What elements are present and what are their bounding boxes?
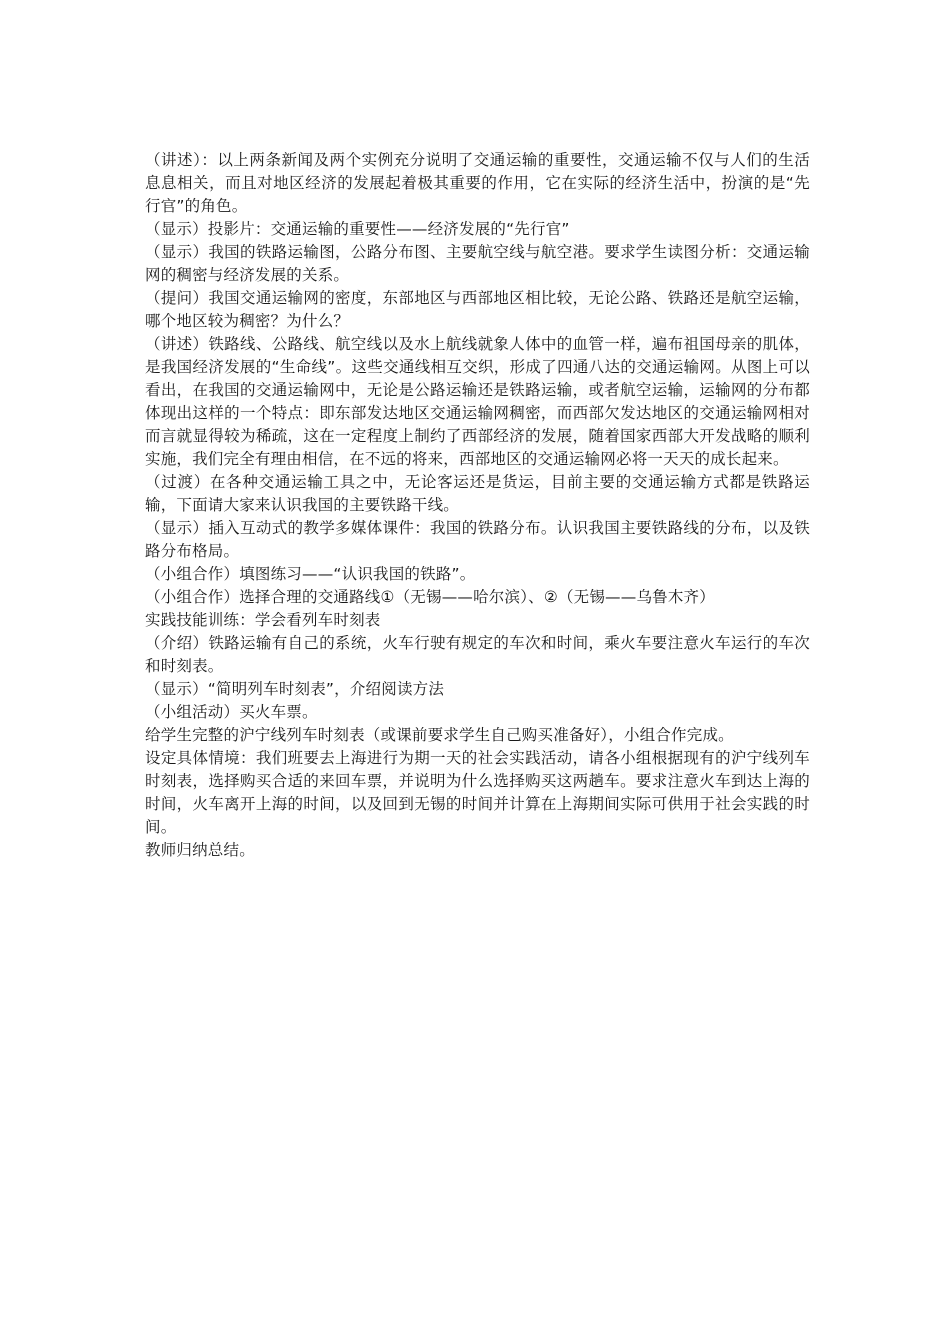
paragraph-transition: （过渡）在各种交通运输工具之中，无论客运还是货运，目前主要的交通运输方式都是铁路运输，下面请大家来认识我国的主要铁路干线。 bbox=[145, 473, 810, 514]
paragraph-display-timetable: （显示）“简明列车时刻表”，介绍阅读方法 bbox=[145, 680, 445, 698]
paragraph-display-slide: （显示）投影片：交通运输的重要性——经济发展的“先行官” bbox=[145, 220, 570, 238]
paragraph-lecture-importance: （讲述）：以上两条新闻及两个实例充分说明了交通运输的重要性，交通运输不仅与人们的生活息息相关，而且对地区经济的发展起着极其重要的作用，它在实际的经济生活中，扮演的是“先行官”的角色。 bbox=[145, 151, 810, 215]
document-body bbox=[145, 149, 810, 862]
paragraph-give-timetable: 给学生完整的沪宁线列车时刻表（或课前要求学生自己购买准备好），小组合作完成。 bbox=[145, 726, 734, 744]
paragraph-scenario: 设定具体情境：我们班要去上海进行为期一天的社会实践活动，请各小组根据现有的沪宁线列车时刻表，选择购买合适的来回车票，并说明为什么选择购买这两趟车。要求注意火车到达上海的时间，火车离开上海的时间，以及回到无锡的时间并计算在上海期间实际可供用于社会实践的时间。 bbox=[145, 749, 810, 836]
paragraph-skill-training: 实践技能训练：学会看列车时刻表 bbox=[145, 611, 381, 629]
paragraph-introduce-railway: （介绍）铁路运输有自己的系统，火车行驶有规定的车次和时间，乘火车要注意火车运行的车次和时刻表。 bbox=[145, 634, 810, 675]
paragraph-group-route-choice: （小组合作）选择合理的交通路线①（无锡——哈尔滨）、②（无锡——乌鲁木齐） bbox=[145, 588, 715, 606]
paragraph-question-density: （提问）我国交通运输网的密度，东部地区与西部地区相比较，无论公路、铁路还是航空运输，哪个地区较为稠密？为什么？ bbox=[145, 289, 810, 330]
paragraph-display-courseware: （显示）插入互动式的教学多媒体课件：我国的铁路分布。认识我国主要铁路线的分布，以及铁路分布格局。 bbox=[145, 519, 810, 560]
paragraph-display-maps: （显示）我国的铁路运输图，公路分布图、主要航空线与航空港。要求学生读图分析：交通运输网的稠密与经济发展的关系。 bbox=[145, 243, 810, 284]
paragraph-summary: 教师归纳总结。 bbox=[145, 841, 255, 859]
paragraph-group-activity: （小组活动）买火车票。 bbox=[145, 703, 318, 721]
paragraph-lecture-lifeline: （讲述）铁路线、公路线、航空线以及水上航线就象人体中的血管一样，遍布祖国母亲的肌体，是我国经济发展的“生命线”。这些交通线相互交织，形成了四通八达的交通运输网。从图上可以看出，在我国的交通运输网中，无论是公路运输还是铁路运输，或者航空运输，运输网的分布都体现出这样的一个特点：即东部发达地区交通运输网稠密，而西部欠发达地区的交通运输网相对而言就显得较为稀疏，这在一定程度上制约了西部经济的发展，随着国家西部大开发战略的顺利实施，我们完全有理由相信，在不远的将来，西部地区的交通运输网必将一天天的成长起来。 bbox=[145, 335, 810, 468]
paragraph-group-map-exercise: （小组合作）填图练习——“认识我国的铁路”。 bbox=[145, 565, 476, 583]
